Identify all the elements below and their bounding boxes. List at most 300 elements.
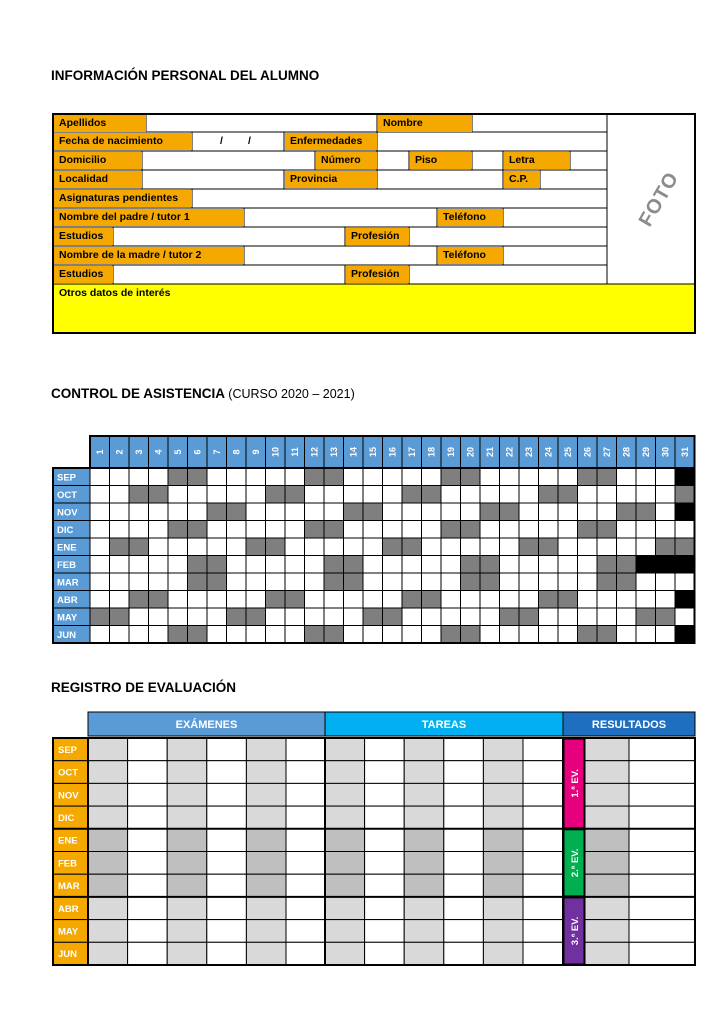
exam-cell [167, 783, 207, 806]
attendance-day-cell [539, 608, 559, 626]
result-note-cell [629, 852, 695, 875]
attendance-day-cell [168, 503, 188, 521]
attendance-day-cell [441, 608, 461, 626]
label-apellidos: Apellidos [54, 115, 146, 132]
day-header-label: 13 [328, 446, 339, 458]
attendance-day-cell [539, 468, 559, 486]
attendance-day-cell [597, 591, 617, 609]
label-nombre-madre: Nombre de la madre / tutor 2 [54, 247, 244, 264]
attendance-day-cell [383, 591, 403, 609]
label-nombre: Nombre [378, 115, 472, 132]
attendance-day-cell [617, 591, 637, 609]
exam-cell [246, 738, 286, 761]
attendance-day-cell [597, 521, 617, 539]
result-grade-cell [585, 920, 629, 943]
attendance-day-cell [422, 538, 442, 556]
eval-month-label: MAY [58, 926, 79, 938]
term-label-3: 3.ª EV. [570, 916, 581, 946]
attendance-day-cell [305, 573, 325, 591]
month-label: MAR [57, 577, 79, 589]
task-cell [325, 761, 365, 784]
eval-month-label: MAR [58, 881, 80, 893]
attendance-day-cell [129, 591, 149, 609]
exam-cell [286, 738, 326, 761]
task-cell [523, 783, 563, 806]
exam-cell [167, 874, 207, 897]
attendance-day-cell [266, 591, 286, 609]
attendance-day-cell [363, 468, 383, 486]
month-label: MAY [57, 612, 78, 624]
attendance-day-cell [207, 538, 227, 556]
attendance-day-cell [344, 503, 364, 521]
exam-cell [167, 806, 207, 829]
exam-cell [286, 852, 326, 875]
attendance-day-cell [363, 538, 383, 556]
attendance-day-cell [188, 608, 208, 626]
task-cell [483, 806, 523, 829]
day-header-label: 2 [114, 449, 125, 455]
day-header-label: 29 [640, 446, 651, 458]
attendance-day-cell [266, 538, 286, 556]
attendance-day-cell [90, 521, 110, 539]
attendance-day-cell [441, 538, 461, 556]
attendance-day-cell [149, 503, 169, 521]
task-cell [444, 897, 484, 920]
exam-cell [246, 942, 286, 965]
attendance-day-cell [129, 521, 149, 539]
attendance-day-cell [383, 521, 403, 539]
attendance-day-cell [207, 503, 227, 521]
exam-cell [207, 738, 247, 761]
attendance-day-cell [578, 521, 598, 539]
exam-cell [207, 942, 247, 965]
result-grade-cell [585, 874, 629, 897]
exam-cell [128, 897, 168, 920]
attendance-day-cell [129, 503, 149, 521]
attendance-day-cell [246, 468, 266, 486]
task-cell [365, 942, 405, 965]
attendance-day-cell [480, 556, 500, 574]
label-localidad: Localidad [54, 171, 142, 188]
attendance-day-cell [558, 626, 578, 644]
attendance-day-cell [324, 556, 344, 574]
attendance-day-cell [461, 503, 481, 521]
attendance-day-cell [207, 521, 227, 539]
exam-cell [128, 920, 168, 943]
result-grade-cell [585, 942, 629, 965]
day-header-label: 5 [172, 449, 183, 455]
attendance-day-cell [636, 503, 656, 521]
attendance-day-cell [519, 608, 539, 626]
result-grade-cell [585, 761, 629, 784]
attendance-day-cell [480, 486, 500, 504]
attendance-day-cell [188, 573, 208, 591]
attendance-day-cell [383, 503, 403, 521]
attendance-day-cell [168, 556, 188, 574]
task-cell [483, 738, 523, 761]
attendance-day-cell [266, 626, 286, 644]
result-note-cell [629, 874, 695, 897]
label-otros-datos: Otros datos de interés [59, 287, 171, 299]
attendance-day-cell [578, 486, 598, 504]
attendance-day-cell [285, 556, 305, 574]
result-grade-cell [585, 806, 629, 829]
attendance-day-cell [227, 538, 247, 556]
exam-cell [128, 852, 168, 875]
attendance-day-cell [168, 626, 188, 644]
attendance-day-cell [207, 608, 227, 626]
attendance-title-text: CONTROL DE ASISTENCIA [51, 386, 225, 401]
task-cell [523, 829, 563, 852]
attendance-day-cell [363, 556, 383, 574]
term-label-2: 2.ª EV. [570, 848, 581, 878]
attendance-day-cell [500, 626, 520, 644]
attendance-day-cell [461, 556, 481, 574]
attendance-day-cell [461, 521, 481, 539]
exam-cell [286, 783, 326, 806]
attendance-day-cell [617, 486, 637, 504]
day-header-label: 3 [133, 449, 144, 455]
attendance-day-cell [539, 556, 559, 574]
attendance-day-cell [656, 556, 676, 574]
task-cell [325, 738, 365, 761]
task-cell [325, 874, 365, 897]
eval-month-label: ENE [58, 835, 78, 847]
attendance-day-cell [246, 521, 266, 539]
task-cell [365, 761, 405, 784]
attendance-day-cell [675, 468, 695, 486]
attendance-day-cell [480, 591, 500, 609]
attendance-day-cell [519, 503, 539, 521]
attendance-day-cell [461, 486, 481, 504]
attendance-day-cell [168, 486, 188, 504]
attendance-day-cell [500, 468, 520, 486]
attendance-day-cell [597, 556, 617, 574]
attendance-day-cell [441, 521, 461, 539]
task-cell [483, 783, 523, 806]
day-header-label: 6 [192, 449, 203, 455]
attendance-day-cell [324, 468, 344, 486]
attendance-day-cell [441, 556, 461, 574]
attendance-day-cell [617, 468, 637, 486]
exam-cell [286, 874, 326, 897]
attendance-day-cell [597, 486, 617, 504]
exam-cell [128, 783, 168, 806]
task-cell [365, 783, 405, 806]
month-label: SEP [57, 472, 77, 484]
attendance-day-cell [207, 573, 227, 591]
exam-cell [286, 761, 326, 784]
label-piso: Piso [410, 152, 472, 169]
exam-cell [246, 761, 286, 784]
attendance-day-cell [617, 538, 637, 556]
evaluation-grid [0, 708, 724, 970]
task-cell [444, 920, 484, 943]
attendance-day-cell [90, 468, 110, 486]
exam-cell [207, 897, 247, 920]
attendance-day-cell [324, 608, 344, 626]
exam-cell [88, 874, 128, 897]
attendance-day-cell [383, 608, 403, 626]
task-cell [444, 942, 484, 965]
month-label: ABR [57, 594, 78, 606]
attendance-day-cell [344, 591, 364, 609]
attendance-day-cell [461, 608, 481, 626]
attendance-day-cell [402, 486, 422, 504]
task-cell [404, 852, 444, 875]
attendance-course: (CURSO 2020 – 2021) [228, 387, 355, 401]
attendance-day-cell [129, 538, 149, 556]
attendance-day-cell [90, 538, 110, 556]
attendance-day-cell [422, 626, 442, 644]
attendance-day-cell [344, 608, 364, 626]
attendance-day-cell [90, 608, 110, 626]
label-letra: Letra [504, 152, 570, 169]
attendance-day-cell [90, 591, 110, 609]
attendance-day-cell [168, 608, 188, 626]
exam-cell [286, 897, 326, 920]
attendance-day-cell [675, 573, 695, 591]
exam-cell [207, 783, 247, 806]
exam-cell [207, 806, 247, 829]
day-header-label: 14 [348, 446, 359, 458]
attendance-day-cell [578, 573, 598, 591]
attendance-day-cell [539, 626, 559, 644]
day-header-label: 8 [231, 449, 242, 455]
exam-cell [207, 761, 247, 784]
attendance-day-cell [441, 468, 461, 486]
attendance-day-cell [675, 556, 695, 574]
attendance-day-cell [363, 626, 383, 644]
photo-placeholder-text: FOTO [634, 168, 684, 231]
attendance-title [51, 386, 355, 401]
attendance-day-cell [461, 538, 481, 556]
attendance-day-cell [461, 626, 481, 644]
attendance-day-cell [227, 591, 247, 609]
exam-cell [246, 874, 286, 897]
attendance-day-cell [363, 521, 383, 539]
task-cell [365, 897, 405, 920]
day-header-label: 27 [601, 446, 612, 458]
exam-cell [246, 783, 286, 806]
task-cell [483, 874, 523, 897]
exam-cell [88, 920, 128, 943]
attendance-day-cell [558, 486, 578, 504]
attendance-day-cell [129, 486, 149, 504]
attendance-day-cell [461, 591, 481, 609]
attendance-day-cell [461, 573, 481, 591]
attendance-day-cell [129, 573, 149, 591]
result-note-cell [629, 761, 695, 784]
task-cell [483, 942, 523, 965]
task-cell [404, 761, 444, 784]
attendance-day-cell [402, 591, 422, 609]
attendance-day-cell [207, 591, 227, 609]
result-note-cell [629, 738, 695, 761]
attendance-day-cell [344, 521, 364, 539]
task-cell [325, 897, 365, 920]
attendance-day-cell [363, 573, 383, 591]
day-header-label: 18 [426, 446, 437, 458]
attendance-day-cell [383, 626, 403, 644]
attendance-day-cell [305, 608, 325, 626]
task-cell [444, 738, 484, 761]
day-header-label: 10 [270, 446, 281, 458]
attendance-day-cell [402, 468, 422, 486]
attendance-day-cell [422, 608, 442, 626]
task-cell [523, 920, 563, 943]
eval-month-label: FEB [58, 858, 77, 870]
attendance-day-cell [558, 521, 578, 539]
task-cell [444, 852, 484, 875]
attendance-day-cell [305, 503, 325, 521]
attendance-day-cell [597, 503, 617, 521]
attendance-day-cell [168, 468, 188, 486]
attendance-day-cell [675, 486, 695, 504]
attendance-day-cell [578, 468, 598, 486]
attendance-day-cell [305, 626, 325, 644]
attendance-day-cell [188, 503, 208, 521]
attendance-day-cell [285, 591, 305, 609]
task-cell [404, 806, 444, 829]
attendance-day-cell [110, 468, 130, 486]
attendance-day-cell [675, 521, 695, 539]
attendance-day-cell [617, 521, 637, 539]
exam-cell [246, 920, 286, 943]
day-header-label: 11 [289, 447, 300, 457]
task-cell [483, 897, 523, 920]
date-separator-2: / [248, 135, 251, 147]
attendance-day-cell [188, 468, 208, 486]
attendance-day-cell [285, 626, 305, 644]
attendance-day-cell [324, 626, 344, 644]
attendance-day-cell [168, 591, 188, 609]
attendance-day-cell [383, 573, 403, 591]
task-cell [365, 874, 405, 897]
task-cell [365, 920, 405, 943]
attendance-day-cell [324, 503, 344, 521]
attendance-day-cell [110, 486, 130, 504]
attendance-day-cell [402, 608, 422, 626]
attendance-day-cell [422, 521, 442, 539]
attendance-day-cell [402, 538, 422, 556]
attendance-day-cell [383, 538, 403, 556]
attendance-day-cell [597, 538, 617, 556]
day-header-label: 7 [211, 449, 222, 455]
attendance-day-cell [285, 573, 305, 591]
task-cell [325, 852, 365, 875]
attendance-day-cell [305, 556, 325, 574]
attendance-day-cell [188, 486, 208, 504]
day-header-label: 1 [94, 449, 105, 455]
attendance-day-cell [305, 591, 325, 609]
attendance-day-cell [636, 486, 656, 504]
exam-cell [88, 783, 128, 806]
task-cell [444, 806, 484, 829]
attendance-day-cell [188, 626, 208, 644]
month-label: OCT [57, 489, 78, 501]
task-cell [325, 920, 365, 943]
attendance-day-cell [636, 521, 656, 539]
label-telefono-1: Teléfono [438, 209, 503, 226]
task-cell [523, 942, 563, 965]
attendance-day-cell [675, 503, 695, 521]
exam-cell [286, 806, 326, 829]
attendance-day-cell [402, 626, 422, 644]
attendance-day-cell [266, 556, 286, 574]
day-header-label: 20 [465, 446, 476, 458]
attendance-day-cell [422, 591, 442, 609]
attendance-day-cell [617, 503, 637, 521]
attendance-day-cell [500, 556, 520, 574]
attendance-day-cell [519, 573, 539, 591]
day-header-label: 26 [582, 446, 593, 458]
label-provincia: Provincia [285, 171, 377, 188]
attendance-day-cell [305, 486, 325, 504]
task-cell [404, 920, 444, 943]
attendance-day-cell [441, 626, 461, 644]
attendance-day-cell [402, 556, 422, 574]
attendance-day-cell [636, 468, 656, 486]
month-label: DIC [57, 524, 74, 536]
attendance-day-cell [246, 503, 266, 521]
attendance-day-cell [675, 626, 695, 644]
term-label-1: 1.ª EV. [570, 769, 581, 798]
result-grade-cell [585, 783, 629, 806]
attendance-day-cell [539, 573, 559, 591]
task-cell [404, 942, 444, 965]
attendance-day-cell [597, 468, 617, 486]
attendance-day-cell [188, 556, 208, 574]
attendance-day-cell [266, 503, 286, 521]
attendance-day-cell [558, 556, 578, 574]
attendance-day-cell [480, 573, 500, 591]
task-cell [523, 761, 563, 784]
attendance-day-cell [636, 573, 656, 591]
attendance-day-cell [500, 591, 520, 609]
attendance-day-cell [324, 573, 344, 591]
attendance-day-cell [597, 573, 617, 591]
attendance-day-cell [656, 521, 676, 539]
result-grade-cell [585, 852, 629, 875]
attendance-day-cell [344, 626, 364, 644]
attendance-day-cell [558, 503, 578, 521]
attendance-day-cell [656, 538, 676, 556]
tareas-header-label: TAREAS [421, 719, 467, 731]
day-header-label: 22 [504, 446, 515, 458]
day-header-label: 19 [445, 446, 456, 458]
attendance-day-cell [90, 486, 110, 504]
exam-cell [88, 738, 128, 761]
attendance-day-cell [110, 556, 130, 574]
task-cell [404, 897, 444, 920]
attendance-day-cell [480, 521, 500, 539]
attendance-day-cell [110, 538, 130, 556]
attendance-day-cell [558, 538, 578, 556]
task-cell [365, 829, 405, 852]
attendance-day-cell [422, 486, 442, 504]
attendance-day-cell [363, 591, 383, 609]
attendance-day-cell [129, 556, 149, 574]
attendance-day-cell [344, 538, 364, 556]
attendance-day-cell [324, 591, 344, 609]
day-header-label: 28 [621, 446, 632, 458]
attendance-day-cell [519, 538, 539, 556]
task-cell [365, 738, 405, 761]
task-cell [365, 852, 405, 875]
label-profesion-1: Profesión [346, 228, 409, 245]
label-nombre-padre: Nombre del padre / tutor 1 [54, 209, 244, 226]
